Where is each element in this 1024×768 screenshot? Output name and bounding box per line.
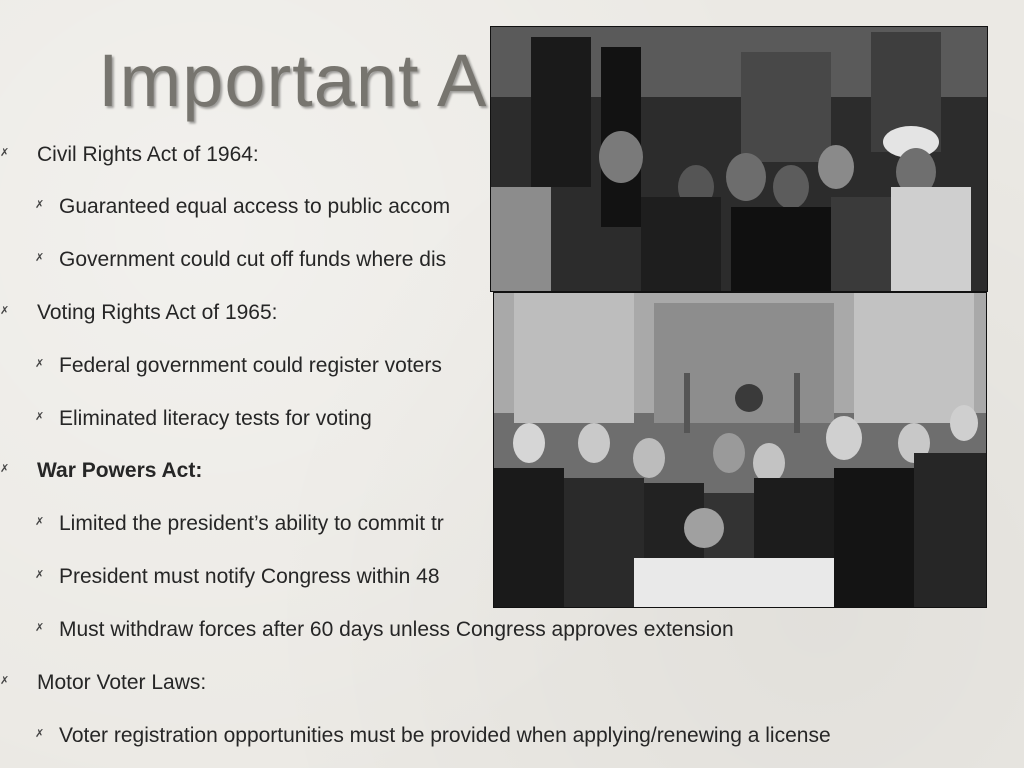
sub-bullet-equal-access: Guaranteed equal access to public accom	[59, 195, 451, 218]
sub-bullet-literacy-tests: Eliminated literacy tests for voting	[59, 407, 372, 430]
photo-civil-rights-signing	[491, 27, 987, 291]
sub-bullet-cut-off-funds: Government could cut off funds where dis	[59, 248, 447, 271]
sub-bullet-withdraw-forces: Must withdraw forces after 60 days unless Congress approves extension	[59, 618, 734, 641]
bullet-marker-icon: ✗	[35, 198, 45, 211]
bullet-marker-icon: ✗	[0, 304, 10, 317]
bullet-marker-icon: ✗	[35, 515, 45, 528]
bullet-marker-icon: ✗	[0, 146, 10, 159]
bullet-marker-icon: ✗	[0, 462, 10, 475]
bullet-marker-icon: ✗	[35, 410, 45, 423]
bullet-war-powers-act: War Powers Act:	[37, 459, 203, 482]
bullet-civil-rights-1964: Civil Rights Act of 1964:	[37, 143, 259, 166]
sub-bullet-register-voters: Federal government could register voters	[59, 354, 442, 377]
bullet-marker-icon: ✗	[0, 674, 10, 687]
bullet-marker-icon: ✗	[35, 251, 45, 264]
photo-civil-rights-signing-illustration	[491, 27, 987, 291]
bullet-marker-icon: ✗	[35, 568, 45, 581]
bullet-voting-rights-1965: Voting Rights Act of 1965:	[37, 301, 278, 324]
photo-voting-rights-signing	[494, 293, 986, 607]
photo-voting-rights-signing-illustration	[494, 293, 986, 607]
slide-title: Important A	[98, 39, 488, 122]
bullet-marker-icon: ✗	[35, 727, 45, 740]
sub-bullet-limit-president: Limited the president’s ability to commit tr	[59, 512, 444, 535]
sub-bullet-registration-license: Voter registration opportunities must be provided when applying/renewing a license	[59, 724, 831, 747]
sub-bullet-notify-congress: President must notify Congress within 48	[59, 565, 440, 588]
bullet-marker-icon: ✗	[35, 621, 45, 634]
bullet-motor-voter-laws: Motor Voter Laws:	[37, 671, 207, 694]
bullet-marker-icon: ✗	[35, 357, 45, 370]
